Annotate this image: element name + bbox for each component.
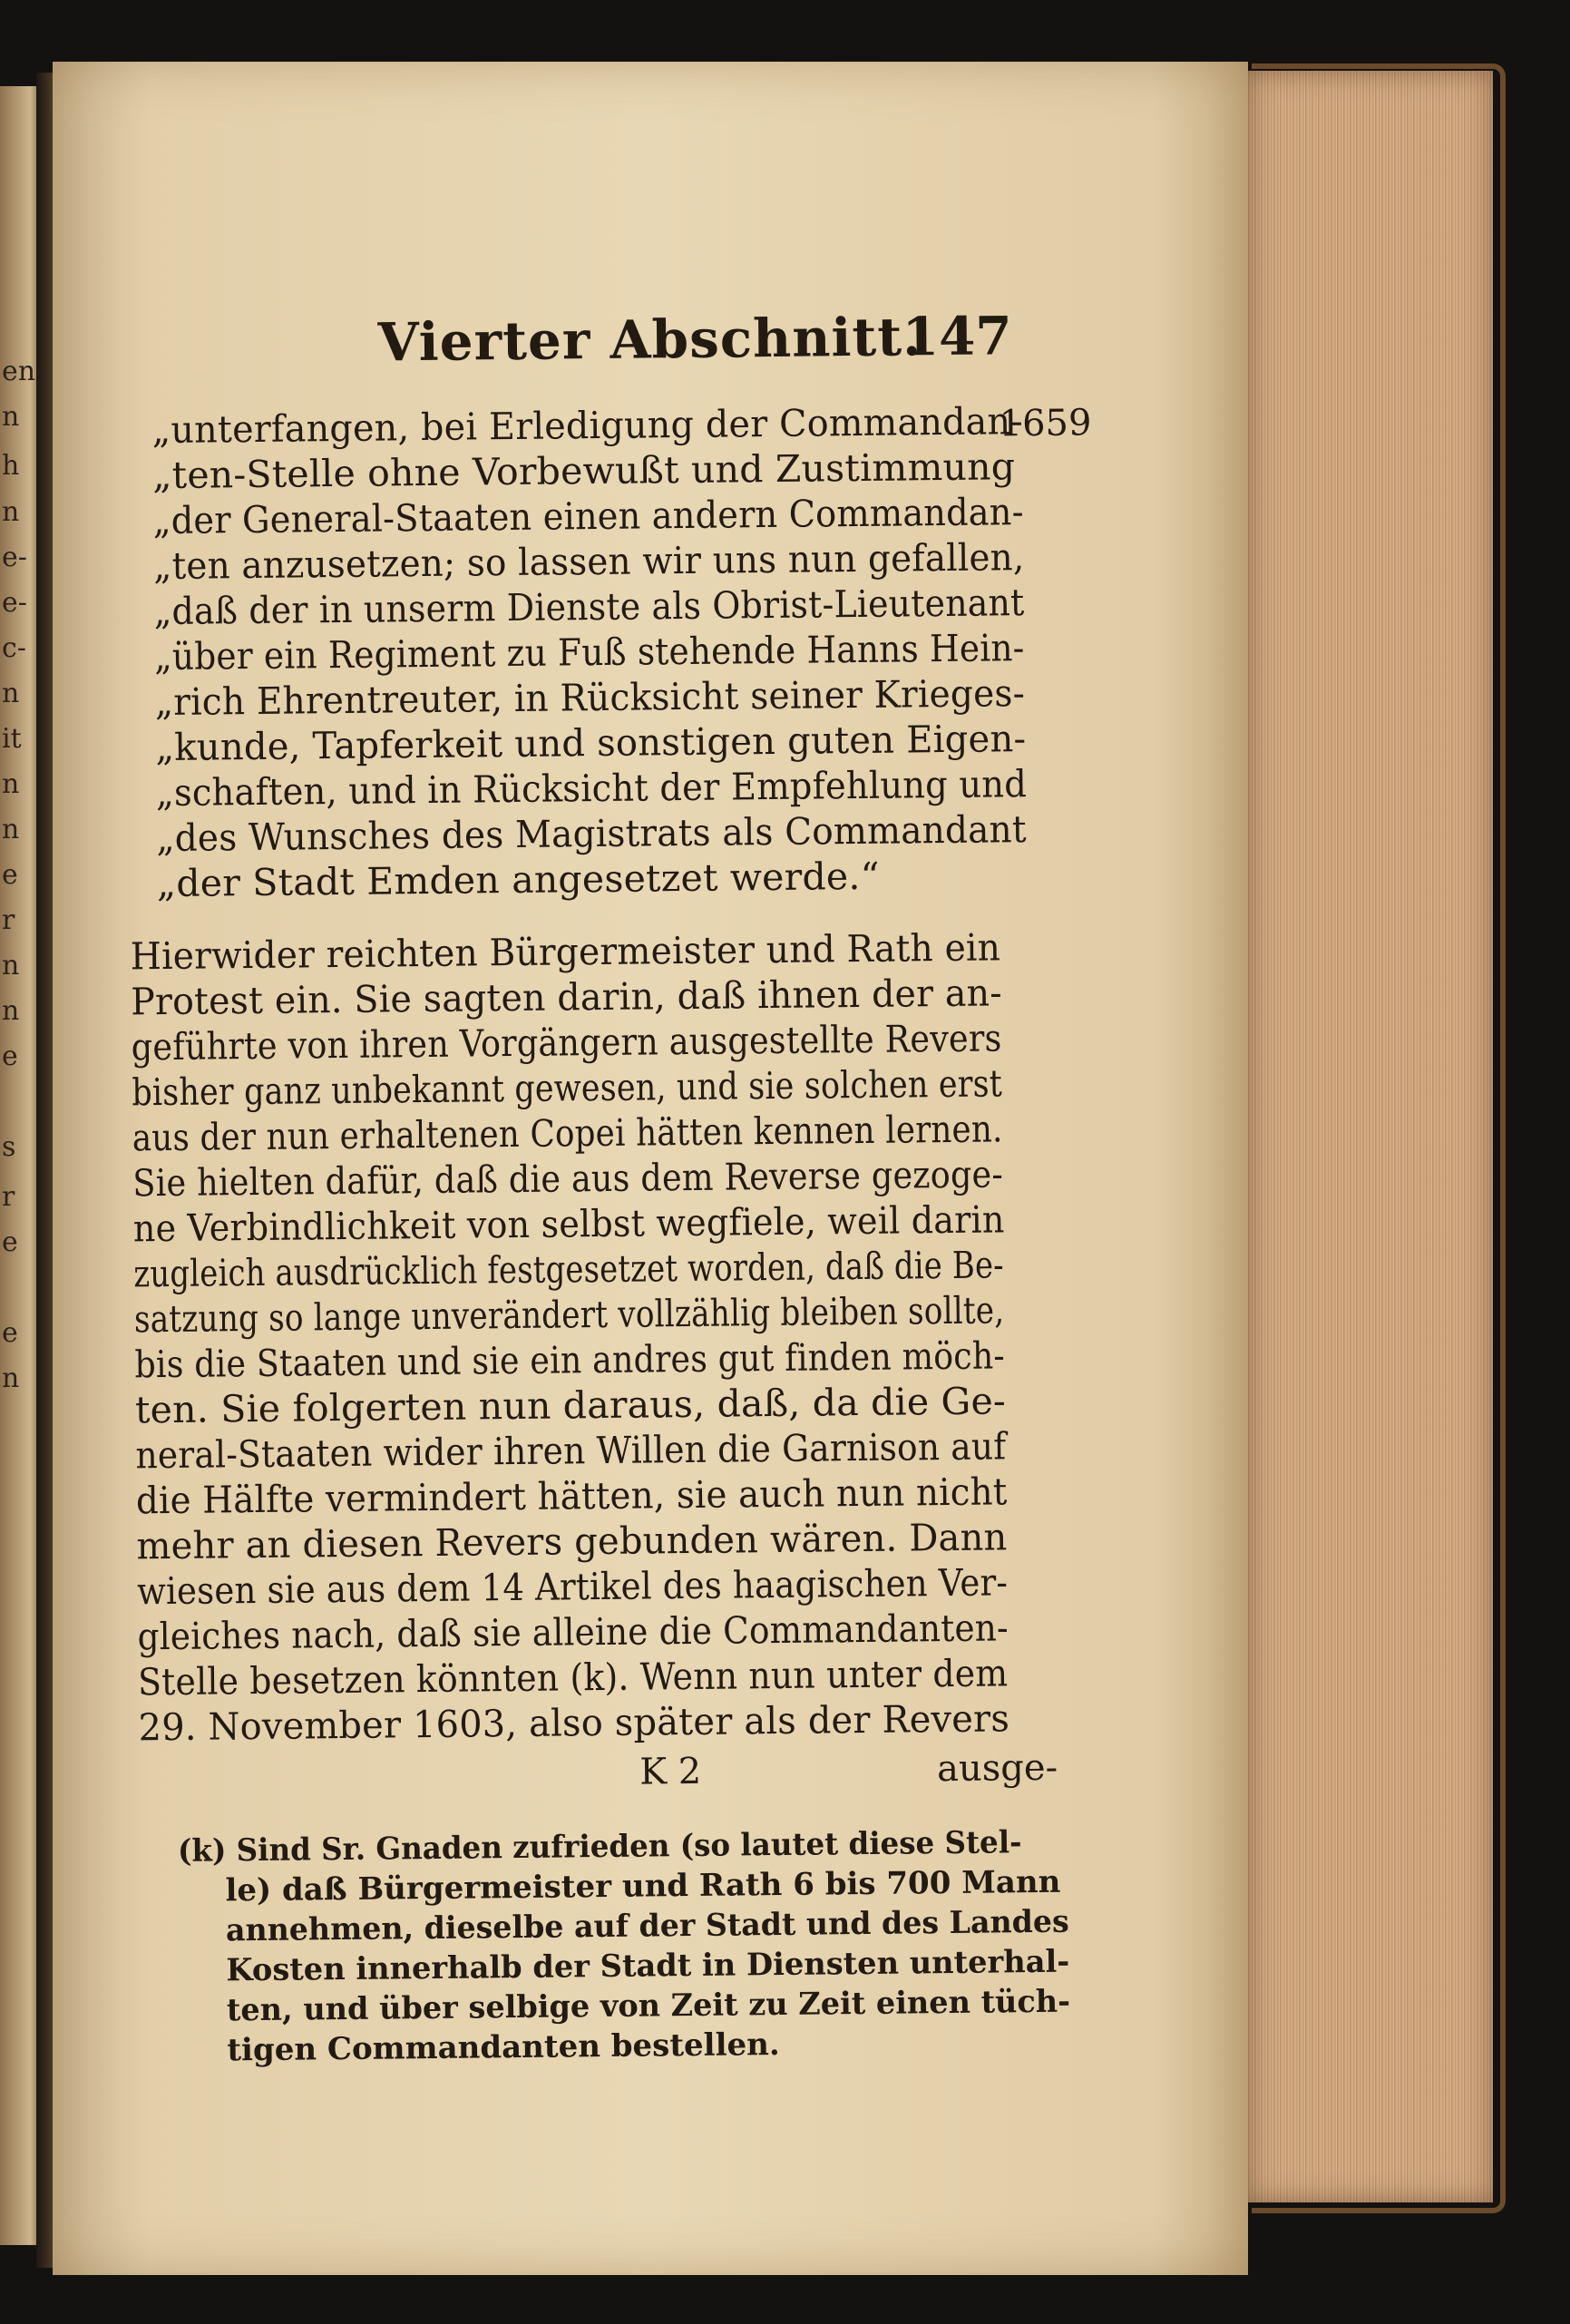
quote-line: „schaften, und in Rücksicht der Empfehlung und — [155, 762, 1028, 815]
body-line: gleiches nach, daß sie alleine die Commandanten- — [137, 1606, 1009, 1659]
body-line: neral-Staaten wider ihren Willen die Garnison auf — [135, 1424, 1007, 1478]
facing-page-fragment: n — [2, 995, 20, 1027]
body-line: Protest ein. Sie sagten darin, daß ihnen der an- — [131, 971, 1003, 1024]
body-line: 29. November 1603, also später als der Revers — [138, 1696, 1010, 1750]
footnote-line: le) daß Bürgermeister und Rath 6 bis 700 Mann — [225, 1863, 1061, 1909]
footnote-line: Kosten innerhalb der Stadt in Diensten unterhal- — [226, 1943, 1070, 1989]
facing-page-fragment: it — [2, 723, 22, 755]
facing-page-fragment: n — [2, 1362, 20, 1394]
facing-page-fragment: e- — [2, 542, 27, 573]
body-line: geführte von ihren Vorgängern ausgestellte Revers — [131, 1016, 1002, 1069]
facing-page-fragment: r — [2, 904, 15, 936]
quote-line: „der General-Staaten einen andern Commandan- — [152, 490, 1024, 543]
signature-mark: K 2 — [639, 1750, 702, 1793]
body-line: Stelle besetzen könnten (k). Wenn nun unter dem — [137, 1651, 1009, 1704]
quote-line: „rich Ehrentreuter, in Rücksicht seiner Krieges- — [154, 671, 1026, 725]
quote-line: „der Stadt Emden angesetzet werde.“ — [156, 854, 880, 906]
margin-year-note: 1659 — [999, 402, 1092, 445]
body-line: die Hälfte vermindert hätten, sie auch nun nicht — [135, 1470, 1008, 1523]
facing-page-fragment: e — [2, 1317, 18, 1349]
footnote-line: annehmen, dieselbe auf der Stadt und des Landes — [225, 1903, 1069, 1949]
body-line: mehr an diesen Revers gebunden wären. Dann — [136, 1515, 1008, 1568]
facing-page-fragment: s — [2, 1131, 16, 1163]
facing-page-fragment: n — [2, 768, 20, 800]
book-page — [53, 62, 1248, 2275]
body-line: wiesen sie aus dem 14 Artikel des haagischen Ver- — [136, 1560, 1009, 1614]
quote-line: „ten-Stelle ohne Vorbewußt und Zustimmung — [151, 444, 1016, 498]
facing-page-fragment: h — [2, 450, 20, 482]
facing-page-fragment: e- — [2, 587, 27, 619]
running-head-title: Vierter Abschnitt. — [377, 306, 922, 374]
facing-page-fragment: n — [2, 496, 20, 528]
facing-page-fragment: n — [2, 678, 20, 709]
body-line: ne Verbindlichkeit von selbst wegfiele, weil darin — [132, 1197, 1005, 1251]
facing-page-fragment: r — [2, 1181, 15, 1213]
body-line: satzung so lange unverändert vollzählig bleiben sollte, — [133, 1288, 1005, 1342]
quote-line: „kunde, Tapferkeit und sonstigen guten Eigen- — [155, 717, 1027, 770]
facing-page-fragment: e — [2, 859, 18, 891]
facing-page-fragment: n — [2, 401, 20, 433]
page-number: 147 — [902, 305, 1013, 368]
body-line: Hierwider reichten Bürgermeister und Rath ein — [130, 925, 1001, 979]
quote-line: „daß der in unserm Dienste als Obrist-Lieutenant — [153, 581, 1025, 634]
facing-page-fragment: e — [2, 1226, 18, 1258]
facing-page-fragment: n — [2, 814, 20, 845]
body-line: aus der nun erhaltenen Copei hätten kennen lernen. — [132, 1107, 1003, 1160]
quote-line: „unterfangen, bei Erledigung der Commandan- — [151, 399, 1024, 453]
book-cover-edge — [1252, 63, 1506, 2213]
body-line: zugleich ausdrücklich festgesetzet worden, daß die Be- — [133, 1243, 1005, 1296]
catchword: ausge- — [936, 1746, 1058, 1791]
facing-page-fragment: en — [2, 356, 36, 387]
footnote-line: tigen Commandanten bestellen. — [227, 2026, 780, 2069]
quote-line: „ten anzusetzen; so lassen wir uns nun gefallen, — [152, 535, 1025, 589]
body-line: Sie hielten dafür, daß die aus dem Reverse gezoge- — [132, 1152, 1004, 1206]
quote-line: „des Wunsches des Magistrats als Commandant — [156, 807, 1027, 861]
body-line: ten. Sie folgerten nun daraus, daß, da die Ge- — [134, 1379, 1007, 1432]
body-line: bis die Staaten und sie ein andres gut finden möch- — [134, 1333, 1006, 1387]
footnote-line: ten, und über selbige von Zeit zu Zeit einen tüch- — [226, 1983, 1071, 2029]
facing-page-fragment: e — [2, 1040, 18, 1072]
footnote-line: (k) Sind Sr. Gnaden zufrieden (so lautet diese Stel- — [177, 1824, 1022, 1870]
quote-line: „über ein Regiment zu Fuß stehende Hanns Hein- — [154, 626, 1025, 679]
body-line: bisher ganz unbekannt gewesen, und sie solchen erst — [132, 1061, 1003, 1115]
facing-page-fragment: c- — [2, 632, 26, 664]
facing-page-fragment: n — [2, 950, 20, 981]
